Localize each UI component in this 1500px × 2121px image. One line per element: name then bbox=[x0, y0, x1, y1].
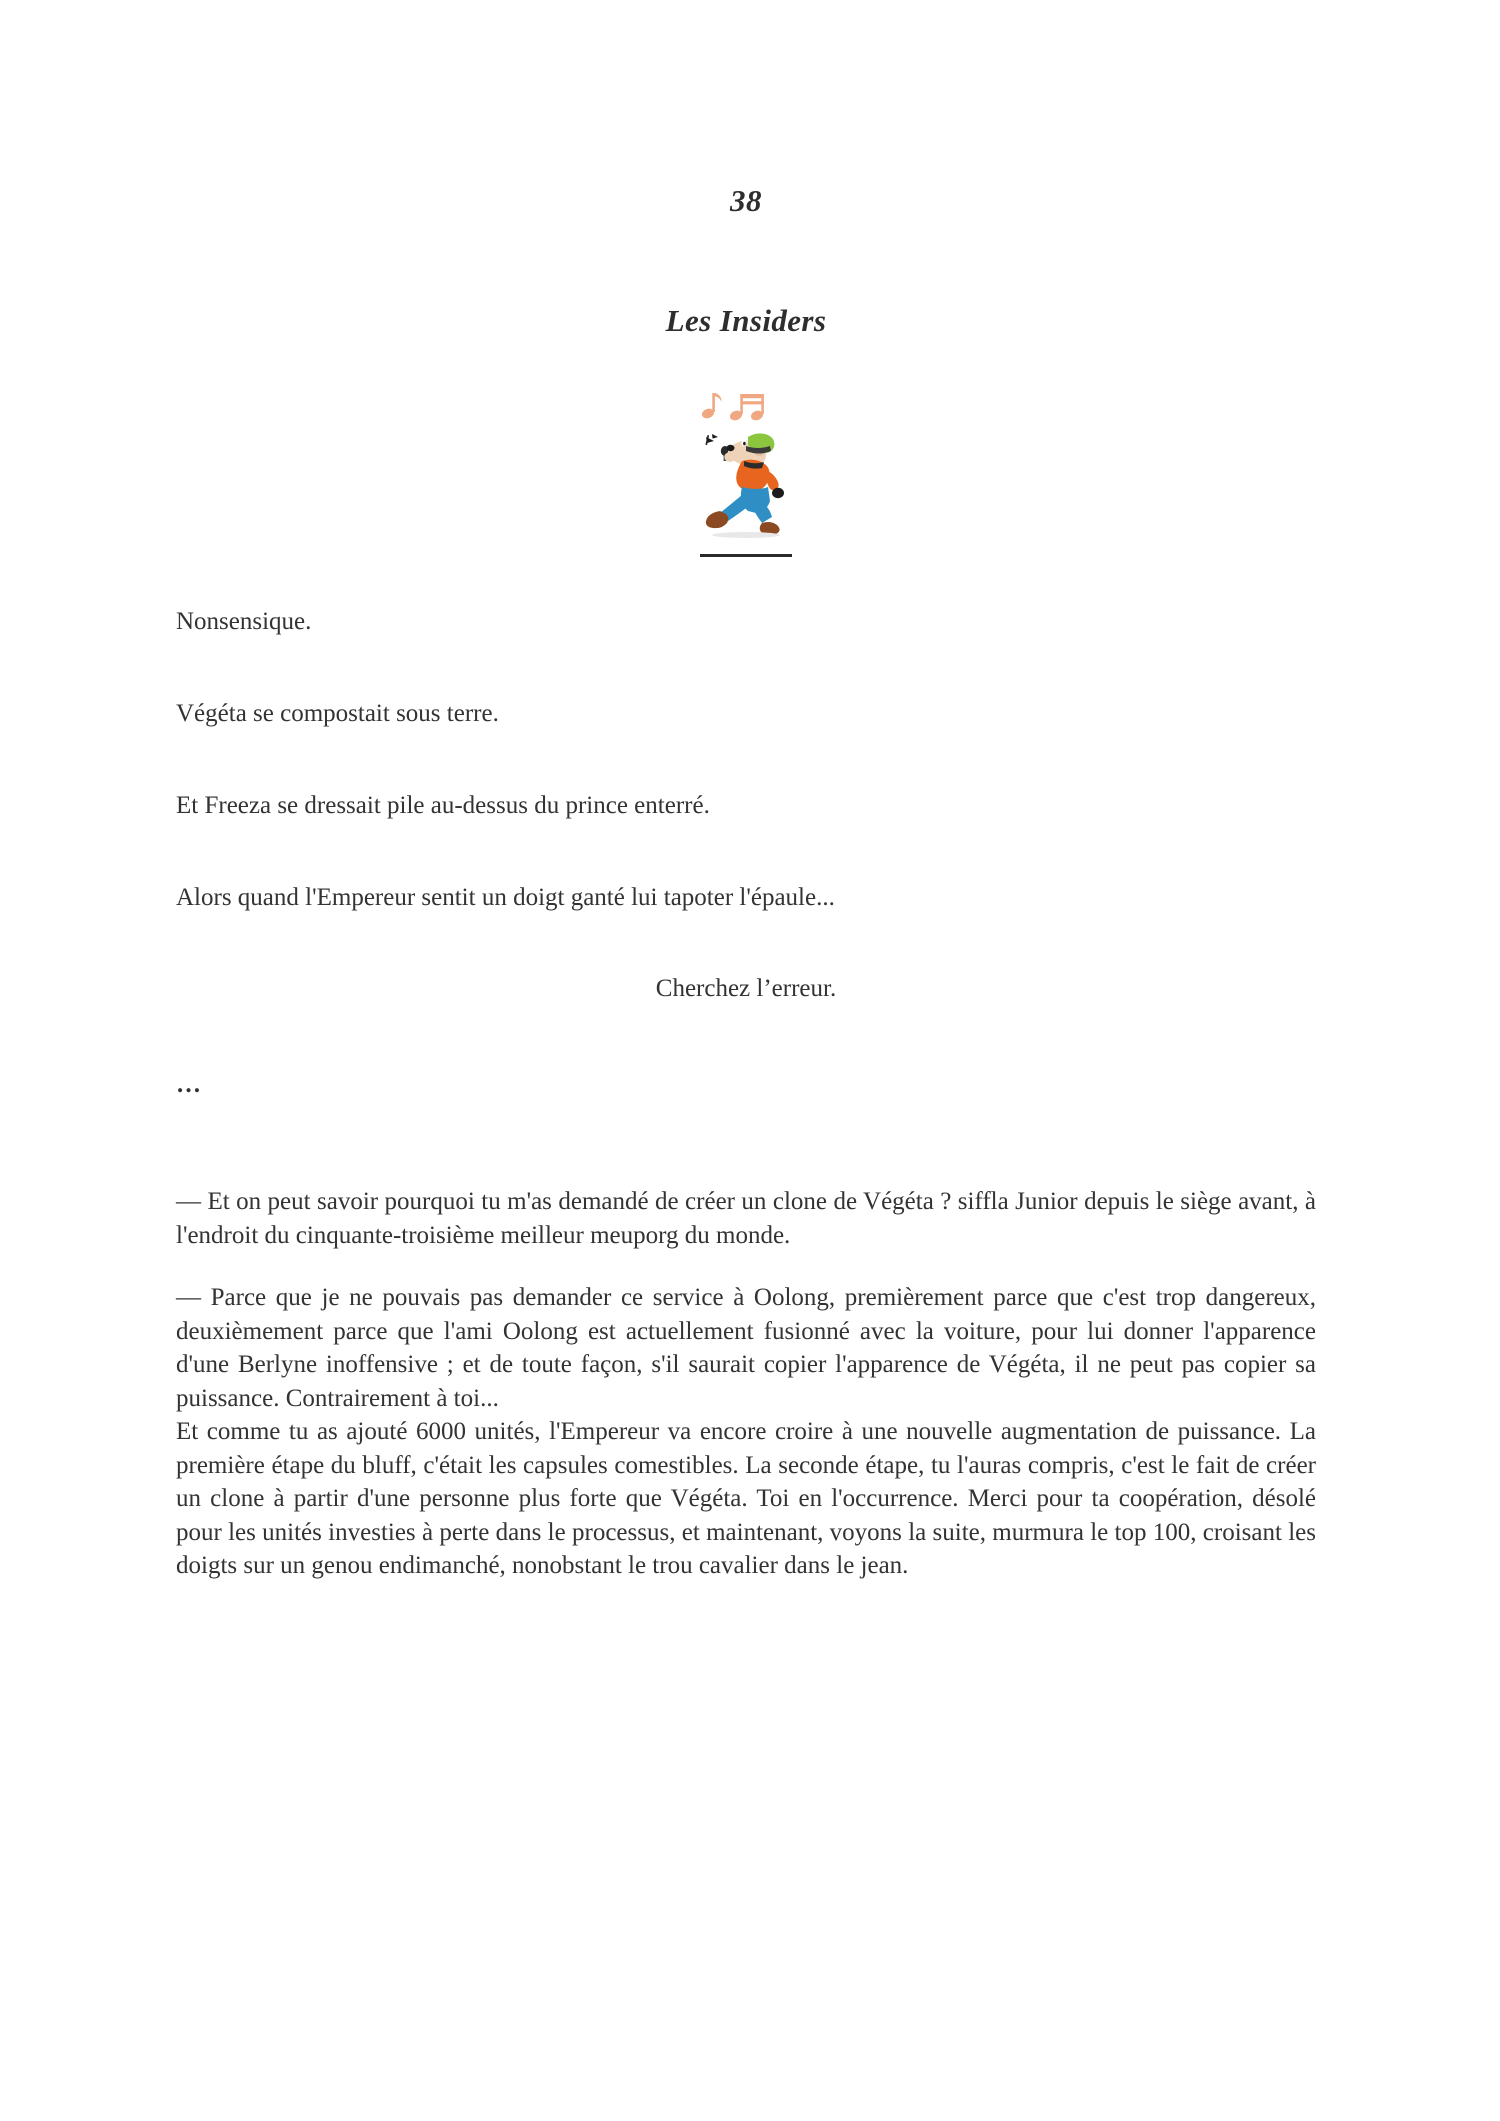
body-paragraph-1: — Et on peut savoir pourquoi tu m'as demandé de créer un clone de Végéta ? siffla Junior depuis le siège avant, à l'endroit du cinquante-troisième meilleur meuporg du monde. bbox=[176, 1188, 1316, 1249]
body-line-2: Végéta se compostait sous terre. bbox=[176, 700, 499, 728]
body-line-1: Nonsensique. bbox=[176, 608, 312, 636]
chapter-title: Les Insiders bbox=[665, 303, 827, 339]
cartoon-singer-icon bbox=[686, 377, 806, 549]
chapter-illustration bbox=[176, 377, 1316, 557]
music-notes-icon bbox=[701, 393, 765, 422]
body-line-4: Alors quand l'Empereur sentit un doigt ganté lui tapoter l'épaule... bbox=[176, 883, 835, 911]
chapter-number: 38 bbox=[730, 183, 762, 218]
page-content bbox=[176, 0, 1316, 1583]
note-flourish-icon bbox=[705, 434, 718, 445]
illustration-figure bbox=[686, 377, 806, 557]
body-line-3: Et Freeza se dressait pile au-dessus du prince enterré. bbox=[176, 791, 710, 819]
character-figure bbox=[706, 434, 784, 539]
body-paragraph-2: — Parce que je ne pouvais pas demander ce service à Oolong, premièrement parce que c'est trop dangereux, deuxièmement parce que l'ami Oolong est actuellement fusionné avec la voiture, pour lui donner l'apparence d'une Berlyne inoffensive ; et de toute façon, s'il saurait copier l'apparence de Végéta, il ne peut pas copier sa puissance. Contrairement à toi... bbox=[176, 1284, 1316, 1412]
centered-body-line: Cherchez l’erreur. bbox=[655, 975, 837, 1003]
illustration-divider-rule bbox=[700, 554, 792, 557]
body-paragraph-3: Et comme tu as ajouté 6000 unités, l'Empereur va encore croire à une nouvelle augmentation de puissance. La première étape du bluff, c'était les capsules comestibles. La seconde étape, tu l'auras compris, c'est le fait de créer un clone à partir d'une personne plus forte que Végéta. Toi en l'occurrence. Merci pour ta coopération, désolé pour les unités investies à perte dans le processus, et maintenant, voyons la suite, murmura le top 100, croisant les doigts sur un genou endimanché, nonobstant le trou cavalier dans le jean. bbox=[176, 1418, 1316, 1580]
section-break-ellipsis: … bbox=[176, 1071, 203, 1099]
